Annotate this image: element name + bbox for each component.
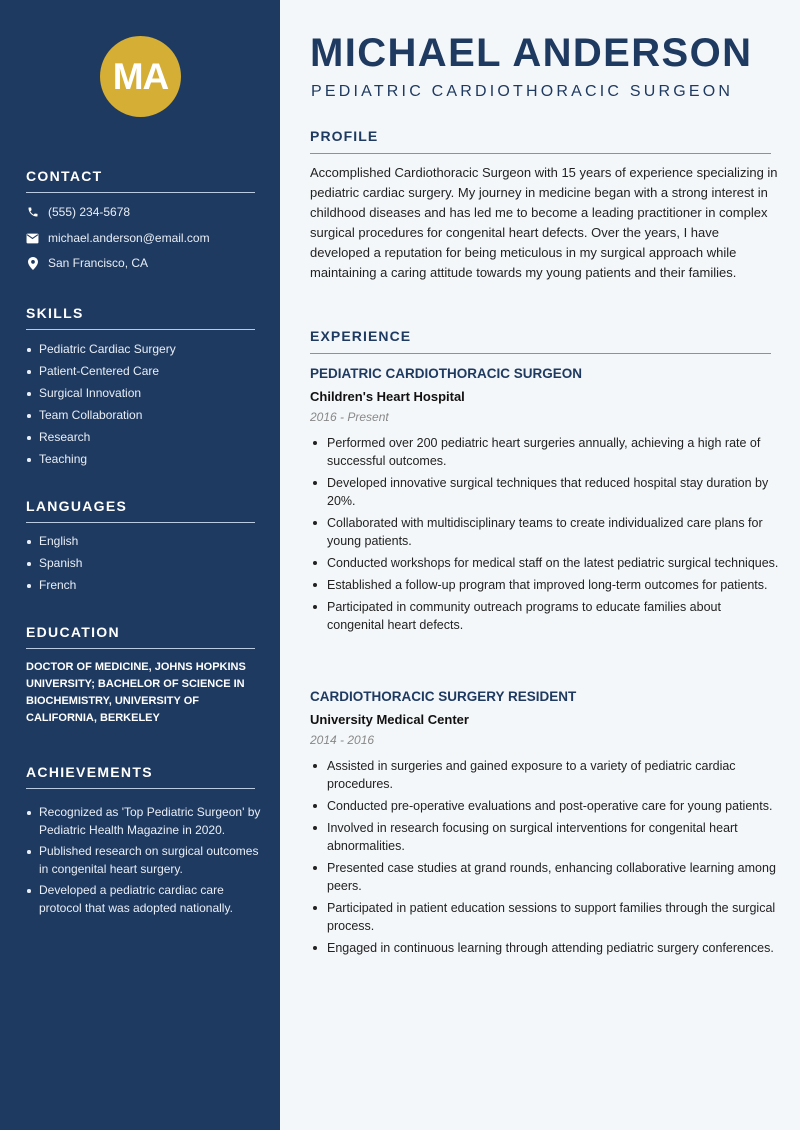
languages-list <box>26 534 256 600</box>
achievements-list <box>26 804 261 921</box>
skill-item: Pediatric Cardiac Surgery <box>26 342 256 364</box>
location-text: San Francisco, CA <box>48 256 149 270</box>
skill-item: Patient-Centered Care <box>26 364 256 386</box>
language-item: English <box>26 534 256 556</box>
avatar <box>100 36 181 117</box>
skill-item: Surgical Innovation <box>26 386 256 408</box>
achievements-heading: ACHIEVEMENTS <box>26 764 255 789</box>
sidebar <box>0 0 280 1130</box>
job-dates: 2014 - 2016 <box>310 733 375 747</box>
skill-item: Research <box>26 430 256 452</box>
job-bullet: Participated in community outreach programs to educate families about congenital heart defects. <box>310 598 780 634</box>
skills-heading: SKILLS <box>26 305 255 330</box>
education-text: DOCTOR OF MEDICINE, JOHNS HOPKINS UNIVERSITY; BACHELOR OF SCIENCE IN BIOCHEMISTRY, UNIVERSITY OF CALIFORNIA, BERKELEY <box>26 661 246 724</box>
achievement-item: Recognized as 'Top Pediatric Surgeon' by Pediatric Health Magazine in 2020. <box>26 804 261 839</box>
job-bullets <box>310 434 780 638</box>
job-bullet: Assisted in surgeries and gained exposure to a variety of pediatric cardiac procedures. <box>310 757 780 793</box>
job-bullet: Conducted workshops for medical staff on the latest pediatric surgical techniques. <box>310 554 780 572</box>
profile-heading: PROFILE <box>310 128 771 154</box>
job-dates: 2016 - Present <box>310 410 389 424</box>
job-company: Children's Heart Hospital <box>310 389 465 404</box>
job-company: University Medical Center <box>310 712 469 727</box>
location-pin-icon <box>26 257 39 270</box>
main-content <box>280 0 800 1130</box>
skill-item: Teaching <box>26 452 256 474</box>
skill-item: Team Collaboration <box>26 408 256 430</box>
contact-phone <box>26 205 130 219</box>
job-bullet: Conducted pre-operative evaluations and post-operative care for young patients. <box>310 797 780 815</box>
education-heading: EDUCATION <box>26 624 255 649</box>
achievement-item: Published research on surgical outcomes in congenital heart surgery. <box>26 843 261 878</box>
job-bullet: Collaborated with multidisciplinary teams to create individualized care plans for young patients. <box>310 514 780 550</box>
candidate-name: MICHAEL ANDERSON <box>310 31 753 75</box>
contact-email <box>26 231 210 245</box>
profile-text: Accomplished Cardiothoracic Surgeon with 15 years of experience specializing in pediatric cardiac surgery. My journey in medicine began with a strong interest in childhood diseases and has led me to become a leading practitioner in complex surgical procedures for congenital heart defects. Over the years, I have developed a reputation for being meticulous in my surgical approach while maintaining a caring attitude towards my young patients and their families. <box>310 165 778 280</box>
job-bullet: Engaged in continuous learning through attending pediatric surgery conferences. <box>310 939 780 957</box>
job-bullet: Developed innovative surgical techniques that reduced hospital stay duration by 20%. <box>310 474 780 510</box>
job-bullet: Established a follow-up program that improved long-term outcomes for patients. <box>310 576 780 594</box>
job-bullet: Performed over 200 pediatric heart surgeries annually, achieving a high rate of successful outcomes. <box>310 434 780 470</box>
job-bullet: Participated in patient education sessions to support families through the surgical process. <box>310 899 780 935</box>
job-bullet: Presented case studies at grand rounds, enhancing collaborative learning among peers. <box>310 859 780 895</box>
job-title: CARDIOTHORACIC SURGERY RESIDENT <box>310 689 577 704</box>
avatar-initials: MA <box>112 55 169 97</box>
language-item: Spanish <box>26 556 256 578</box>
candidate-title: PEDIATRIC CARDIOTHORACIC SURGEON <box>311 83 734 100</box>
experience-heading: EXPERIENCE <box>310 328 771 354</box>
contact-heading: CONTACT <box>26 168 255 193</box>
job-bullet: Involved in research focusing on surgical interventions for congenital heart abnormalities. <box>310 819 780 855</box>
skills-list <box>26 342 256 474</box>
language-item: French <box>26 578 256 600</box>
mail-icon <box>26 232 39 245</box>
phone-icon <box>26 206 39 219</box>
email-text[interactable]: michael.anderson@email.com <box>48 231 210 245</box>
job-title: PEDIATRIC CARDIOTHORACIC SURGEON <box>310 366 583 381</box>
contact-location <box>26 256 148 270</box>
languages-heading: LANGUAGES <box>26 498 255 523</box>
job-bullets <box>310 757 780 961</box>
phone-text[interactable]: (555) 234-5678 <box>48 205 131 219</box>
achievement-item: Developed a pediatric cardiac care protocol that was adopted nationally. <box>26 882 261 917</box>
